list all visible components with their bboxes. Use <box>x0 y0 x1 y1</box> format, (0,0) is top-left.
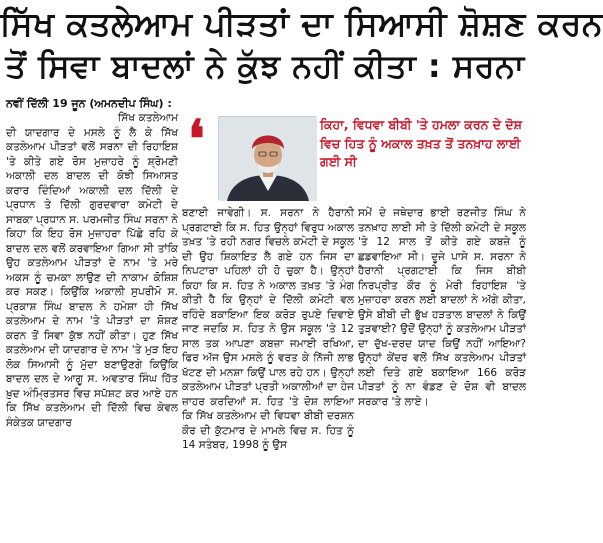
column-3-text: ਸਮੇਂ ਦੇ ਜਥੇਦਾਰ ਭਾਈ ਰਣਜੀਤ ਸਿੰਘ ਨੇ ਤਨਖ਼ਾਹ ਲਾਈ ਸੀ ਤੇ ਦਿੱਲੀ ਕਮੇਟੀ ਦੇ ਸਕੂਲ 'ਤੇ 12 ਸਾਲ ਤੋਂ ਕੀਤੇ ਗਏ ਕਬਜ਼ੇ ਨੂੰ ਛਡਵਾਇਆ ਸੀ। ਦੂਜੇ ਪਾਸੇ ਸ. ਸਰਨਾ ਨੇ ਹੈਰਾਨੀ ਪ੍ਰਗਟਾਈ ਕਿ ਜਿਸ ਬੀਬੀ ਨਿਰਪ੍ਰੀਤ ਕੌਰ ਨੂੰ ਮੇਰੀ ਰਿਹਾਇਸ਼ 'ਤੇ ਮੁਜ਼ਾਹਰਾ ਕਰਨ ਲਈ ਬਾਦਲਾਂ ਨੇ ਅੱਗੇ ਕੀਤਾ, ਉਸੇ ਬੀਬੀ ਦੀ ਭੁੱਖ ਹੜਤਾਲ ਬਾਦਲਾਂ ਨੇ ਕਿਉਂ ਤੁੜਵਾਈ? ਉਦੋਂ ਉਨ੍ਹਾਂ ਨੂੰ ਕਤਲੇਆਮ ਪੀੜਤਾਂ ਦਾ ਦੁੱਖ-ਦਰਦ ਯਾਦ ਕਿਉਂ ਨਹੀਂ ਆਇਆ? ਉਨ੍ਹਾਂ ਕੇਂਦਰ ਵਲੋਂ ਸਿੱਖ ਕਤਲੇਆਮ ਪੀੜਤਾਂ ਲਈ ਦਿਤੇ ਗਏ ਬਕਾਇਆ 166 ਕਰੋੜ ਪੀੜਤਾਂ ਨੂੰ ਨਾ ਵੰਡਣ ਦੇ ਦੋਸ਼ ਵੀ ਬਾਦਲ ਸਰਕਾਰ 'ਤੇ ਲਾਏ। <box>358 207 526 408</box>
column-2-text: ਬਣਾਈ ਜਾਵੇਗੀ। ਸ. ਸਰਨਾ ਨੇ ਹੈਰਾਨੀ ਪ੍ਰਗਟਾਈ ਕਿ ਸ. ਹਿਤ ਉਨ੍ਹਾਂ ਵਿਰੁਧ ਅਕਾਲ ਤਖ਼ਤ 'ਤੇ ਰਹੀ ਨਗਰ ਵਿਚਲੇ ਕਮੇਟੀ ਦੇ ਸਕੂਲ ਦੀ ਉਹ ਸ਼ਿਕਾਇਤ ਲੈ ਗਏ ਹਨ ਜਿਸ ਦਾ ਨਿਪਟਾਰਾ ਪਹਿਲਾਂ ਹੀ ਹੋ ਚੁਕਾ ਹੈ। ਉਨ੍ਹਾਂ ਕਿਹਾ ਕਿ ਸ. ਹਿਤ ਨੇ ਅਕਾਲ ਤਖ਼ਤ 'ਤੇ ਮੰਗ ਕੀਤੀ ਹੈ ਕਿ ਉਨ੍ਹਾਂ ਦੇ ਦਿੱਲੀ ਕਮੇਟੀ ਵਲ ਰਹਿੰਦੇ ਬਕਾਇਆ ਇਕ ਕਰੋੜ ਰੁਪਏ ਦਿਵਾਏ ਜਾਣ ਜਦਕਿ ਸ. ਹਿਤ ਨੇ ਉਸ ਸਕੂਲ 'ਤੇ 12 ਸਾਲ ਤਕ ਆਪਣਾ ਕਬਜ਼ਾ ਜਮਾਈ ਰਖਿਆ, ਫਿਰ ਅੱਜ ਉਸ ਮਸਲੇ ਨੂੰ ਵਰਤ ਕੇ ਨਿੱਜੀ ਲਾਭ ਖੱਟਣ ਦੀ ਮਨਸ਼ਾ ਕਿਉਂ ਪਾਲ ਰਹੇ ਹਨ। ਉਨ੍ਹਾਂ ਕਤਲੇਆਮ ਪੀੜਤਾਂ ਪ੍ਰਤੀ ਅਕਾਲੀਆਂ ਦਾ ਹੇਜ ਜ਼ਾਹਰ ਕਰਦਿਆਂ ਸ. ਹਿਤ 'ਤੇ ਦੋਸ਼ ਲਾਇਆ ਕਿ ਸਿੱਖ ਕਤਲੇਆਮ ਦੀ ਵਿਧਵਾ ਬੀਬੀ ਦਰਸ਼ਨ ਕੌਰ ਦੀ ਕੁੱਟਮਾਰ ਦੇ ਮਾਮਲੇ ਵਿਚ ਸ. ਹਿਤ ਨੂੰ 14 ਸਤੰਬਰ, 1998 ਨੂੰ ਉਸ <box>182 207 354 451</box>
portrait-illustration <box>219 117 317 201</box>
article-column-1 <box>6 111 178 541</box>
headline-line-2: ਤੋਂ ਸਿਵਾ ਬਾਦਲਾਂ ਨੇ ਕੁੱਝ ਨਹੀਂ ਕੀਤਾ : ਸਰਨਾ <box>5 47 525 85</box>
column-1-text: ਸਿੱਖ ਕਤਲੇਆਮ ਦੀ ਯਾਦਗਾਰ ਦੇ ਮਸਲੇ ਨੂੰ ਲੈ ਕੇ ਸਿੱਖ ਕਤਲੇਆਮ ਪੀੜਤਾਂ ਵਲੋਂ ਸਰਨਾ ਦੀ ਰਿਹਾਇਸ਼ 'ਤੇ ਕੀਤੇ ਗਏ ਰੋਸ ਮੁਜ਼ਾਹਰੇ ਨੂੰ ਸ਼੍ਰੋਮਣੀ ਅਕਾਲੀ ਦਲ ਬਾਦਲ ਦੀ ਕੋਝੀ ਸਿਆਸਤ ਕਰਾਰ ਦਿੰਦਿਆਂ ਅਕਾਲੀ ਦਲ ਦਿੱਲੀ ਦੇ ਪ੍ਰਧਾਨ ਤੇ ਦਿੱਲੀ ਗੁਰਦਵਾਰਾ ਕਮੇਟੀ ਦੇ ਸਾਬਕਾ ਪ੍ਰਧਾਨ ਸ. ਪਰਮਜੀਤ ਸਿੰਘ ਸਰਨਾ ਨੇ ਕਿਹਾ ਕਿ ਇਹ ਰੋਸ ਮੁਜ਼ਾਹਰਾ ਪਿੱਛੇ ਰਹਿ ਕੇ ਬਾਦਲ ਦਲ ਵਲੋਂ ਕਰਵਾਇਆ ਗਿਆ ਸੀ ਤਾਂਕਿ ਉਹ ਕਤਲੇਆਮ ਪੀੜਤਾਂ ਦੇ ਨਾਮ 'ਤੇ ਮਰੇ ਅਕਸ ਨੂੰ ਚਮਕਾ ਲਾਉਣ ਦੀ ਨਾਕਾਮ ਕੋਸ਼ਿਸ਼ ਕਰ ਸਕਣ। ਕਿਉਂਕਿ ਅਕਾਲੀ ਸੁਪਰੀਮੋ ਸ. ਪ੍ਰਕਾਸ਼ ਸਿੰਘ ਬਾਦਲ ਨੇ ਹਮੇਸ਼ਾ ਹੀ ਸਿੱਖ ਕਤਲੇਆਮ ਦੇ ਨਾਮ 'ਤੇ ਪੀੜਤਾਂ ਦਾ ਸ਼ੋਸ਼ਣ ਕਰਨ ਤੋਂ ਸਿਵਾ ਕੁੱਝ ਨਹੀਂ ਕੀਤਾ। ਹੁਣ ਸਿੱਖ ਕਤਲੇਆਮ ਦੀ ਯਾਦਗਾਰ ਦੇ ਨਾਮ 'ਤੇ ਮੁੜ ਇਹ ਲੋਕ ਸਿਆਸੀ ਨੂੰ ਮੁੱਦਾ ਬਣਾਉਣਗੇ ਕਿਉਂਕਿ ਬਾਦਲ ਦਲ ਦੇ ਆਗੂ ਸ. ਅਵਤਾਰ ਸਿੰਘ ਹਿੱਤ ਖ਼ੁਦ ਅੰਮ੍ਰਿਤਸਰ ਵਿਚ ਸਪੱਸ਼ਟ ਕਰ ਆਏ ਹਨ ਕਿ ਸਿੱਖ ਕਤਲੇਆਮ ਦੀ ਦਿੱਲੀ ਵਿਚ ਕੇਵਲ ਸੰਕੇਤਕ ਯਾਦਗਾਰ <box>6 112 178 429</box>
quote-mark-icon: ❛ <box>188 109 205 170</box>
dateline: ਨਵੀਂ ਦਿੱਲੀ 19 ਜੂਨ (ਅਮਨਦੀਪ ਸਿੰਘ) : <box>6 97 172 110</box>
article-column-2 <box>182 206 354 542</box>
article-column-3 <box>358 206 526 542</box>
pullquote-text: ਕਿਹਾ, ਵਿਧਵਾ ਬੀਬੀ 'ਤੇ ਹਮਲਾ ਕਰਨ ਦੇ ਦੋਸ਼ ਵਿਚ ਹਿਤ ਨੂੰ ਅਕਾਲ ਤਖ਼ਤ ਤੋਂ ਤਨਖ਼ਾਹ ਲਾਈ ਗਈ ਸੀ <box>320 117 522 169</box>
headline-line-1: ਸਿੱਖ ਕਤਲੇਆਮ ਪੀੜਤਾਂ ਦਾ ਸਿਆਸੀ ਸ਼ੋਸ਼ਣ ਕਰਨ <box>0 4 603 43</box>
portrait-photo <box>218 116 316 200</box>
